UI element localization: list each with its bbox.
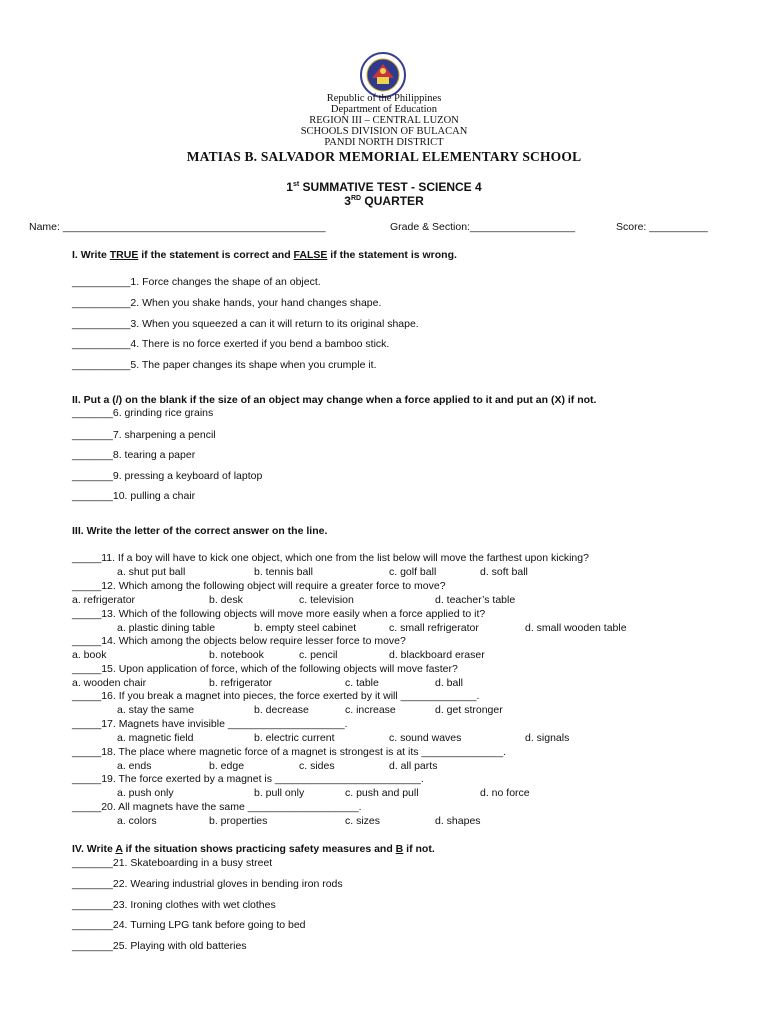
mc-choice: d. no force [480, 787, 530, 799]
mc-choice: d. shapes [435, 815, 481, 827]
mc-question: _____20. All magnets have the same ___________________. [72, 801, 362, 813]
test-title: 1st SUMMATIVE TEST - SCIENCE 4 [286, 180, 482, 194]
mc-question: _____19. The force exerted by a magnet is _________________________. [72, 773, 424, 785]
mc-choice: b. empty steel cabinet [254, 622, 357, 634]
mc-choice: d. teacher’s table [435, 594, 516, 606]
mc-choice: d. small wooden table [525, 622, 627, 634]
mc-choice: d. ball [435, 677, 464, 689]
mc-choice: c. small refrigerator [389, 622, 479, 634]
department-line: Department of Education [330, 104, 438, 115]
mc-choice: b. decrease [254, 704, 309, 716]
true-false-item: __________4. There is no force exerted if you bend a bamboo stick. [72, 338, 390, 350]
safety-item: _______21. Skateboarding in a busy street [72, 857, 273, 869]
size-change-item: _______7. sharpening a pencil [72, 429, 216, 441]
mc-question: _____15. Upon application of force, which of the following objects will move faster? [72, 663, 458, 675]
mc-choice: a. book [72, 649, 107, 661]
mc-choice: c. pencil [299, 649, 338, 661]
score-field[interactable]: Score: __________ [616, 221, 708, 233]
mc-choice: a. stay the same [117, 704, 195, 716]
safety-item: _______25. Playing with old batteries [72, 940, 247, 952]
name-field[interactable]: Name: _____________________________________________ [29, 221, 326, 233]
mc-choice: b. tennis ball [254, 566, 313, 578]
mc-choice: c. push and pull [345, 787, 419, 799]
region-line: REGION III – CENTRAL LUZON [309, 115, 459, 126]
mc-choice: c. sound waves [389, 732, 462, 744]
size-change-item: _______6. grinding rice grains [72, 407, 214, 419]
mc-question: _____13. Which of the following objects will move more easily when a force applied to it? [72, 608, 486, 620]
size-change-item: _______9. pressing a keyboard of laptop [72, 470, 263, 482]
mc-choice: a. push only [117, 787, 174, 799]
mc-question: _____11. If a boy will have to kick one object, which one from the list below will move the farthest upon kicking? [72, 552, 589, 564]
mc-choice: b. edge [209, 760, 245, 772]
mc-choice: c. increase [345, 704, 396, 716]
district-line: PANDI NORTH DISTRICT [324, 137, 444, 148]
mc-choice: c. table [345, 677, 379, 689]
mc-choice: a. plastic dining table [117, 622, 216, 634]
mc-choice: b. properties [209, 815, 268, 827]
deped-seal-logo [360, 52, 406, 98]
mc-choice: c. sides [299, 760, 335, 772]
safety-item: _______23. Ironing clothes with wet clothes [72, 899, 276, 911]
part4-instruction: IV. Write A if the situation shows practicing safety measures and B if not. [72, 843, 435, 855]
mc-choice: b. notebook [209, 649, 264, 661]
grade-section-field[interactable]: Grade & Section:__________________ [390, 221, 576, 233]
mc-question: _____16. If you break a magnet into pieces, the force exerted by it will _____________. [72, 690, 480, 702]
mc-choice: a. colors [117, 815, 157, 827]
mc-choice: a. ends [117, 760, 152, 772]
part3-instruction: III. Write the letter of the correct answer on the line. [72, 525, 328, 537]
mc-choice: a. wooden chair [72, 677, 147, 689]
part2-instruction: II. Put a (/) on the blank if the size of an object may change when a force applied to it and put an (X) if not. [72, 394, 597, 406]
quarter-title: 3RD QUARTER [344, 194, 424, 208]
mc-choice: b. electric current [254, 732, 335, 744]
mc-choice: c. sizes [345, 815, 381, 827]
true-false-item: __________5. The paper changes its shape when you crumple it. [72, 359, 377, 371]
mc-choice: a. magnetic field [117, 732, 194, 744]
mc-question: _____18. The place where magnetic force of a magnet is strongest is at its ______________. [72, 746, 507, 758]
mc-choice: d. get stronger [435, 704, 503, 716]
mc-choice: c. golf ball [389, 566, 437, 578]
mc-choice: a. shut put ball [117, 566, 186, 578]
mc-choice: d. soft ball [480, 566, 528, 578]
safety-item: _______22. Wearing industrial gloves in bending iron rods [72, 878, 343, 890]
size-change-item: _______8. tearing a paper [72, 449, 196, 461]
true-false-item: __________3. When you squeezed a can it will return to its original shape. [72, 318, 419, 330]
size-change-item: _______10. pulling a chair [72, 490, 196, 502]
school-name: MATIAS B. SALVADOR MEMORIAL ELEMENTARY SCHOOL [186, 149, 582, 164]
mc-choice: b. desk [209, 594, 243, 606]
mc-choice: b. pull only [254, 787, 305, 799]
part1-instruction: I. Write TRUE if the statement is correct and FALSE if the statement is wrong. [72, 249, 457, 261]
mc-question: _____12. Which among the following object will require a greater force to move? [72, 580, 446, 592]
mc-question: _____14. Which among the objects below require lesser force to move? [72, 635, 406, 647]
mc-choice: d. all parts [389, 760, 438, 772]
mc-choice: d. blackboard eraser [389, 649, 485, 661]
mc-choice: a. refrigerator [72, 594, 136, 606]
true-false-item: __________2. When you shake hands, your hand changes shape. [72, 297, 382, 309]
mc-question: _____17. Magnets have invisible ____________________. [72, 718, 348, 730]
safety-item: _______24. Turning LPG tank before going to bed [72, 919, 306, 931]
mc-choice: d. signals [525, 732, 570, 744]
republic-line: Republic of the Philippines [326, 93, 442, 104]
true-false-item: __________1. Force changes the shape of an object. [72, 276, 321, 288]
division-line: SCHOOLS DIVISION OF BULACAN [300, 126, 468, 137]
mc-choice: c. television [299, 594, 354, 606]
mc-choice: b. refrigerator [209, 677, 273, 689]
